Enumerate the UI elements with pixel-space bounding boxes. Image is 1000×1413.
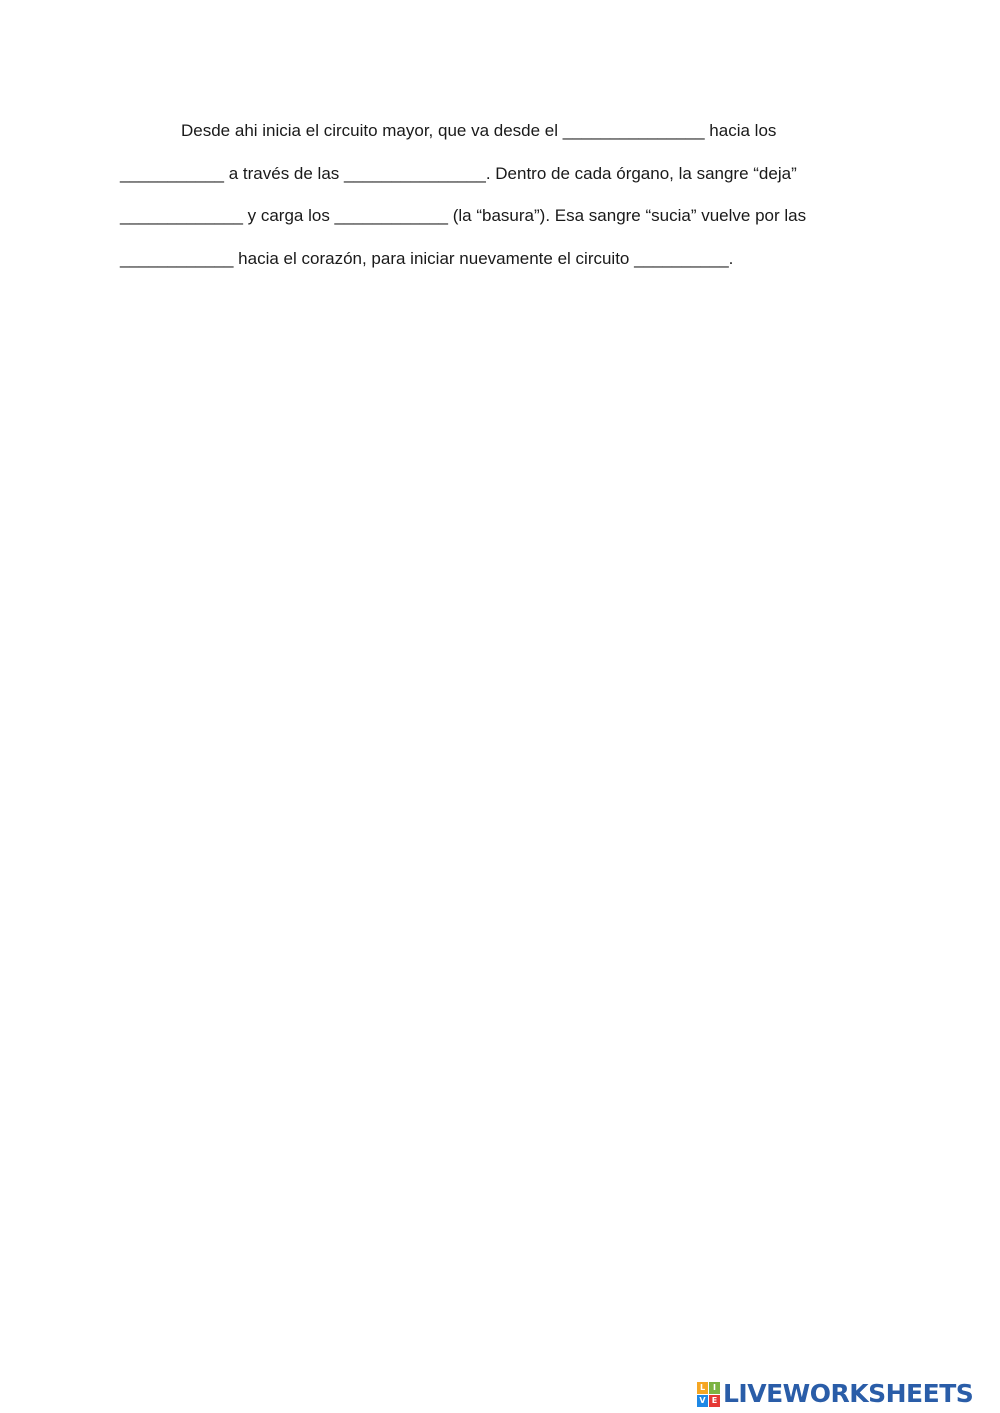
logo-mark-e: E <box>709 1395 720 1407</box>
liveworksheets-logo-icon <box>697 1382 720 1407</box>
paragraph-line-2: ___________ a través de las _______________. Dentro de cada órgano, la sangre “deja” <box>120 164 797 183</box>
logo-mark-v: V <box>697 1395 708 1407</box>
paragraph-line-4: ____________ hacia el corazón, para iniciar nuevamente el circuito __________. <box>120 249 734 268</box>
logo-mark-i: I <box>709 1382 720 1394</box>
logo-mark-l: L <box>697 1382 708 1394</box>
liveworksheets-logo <box>697 1378 973 1410</box>
logo-wordmark: LIVEWORKSHEETS <box>723 1379 974 1408</box>
paragraph-line-1: Desde ahi inicia el circuito mayor, que va desde el _______________ hacia los <box>181 121 777 140</box>
paragraph-line-3: _____________ y carga los ____________ (la “basura”). Esa sangre “sucia” vuelve por las <box>120 206 807 225</box>
